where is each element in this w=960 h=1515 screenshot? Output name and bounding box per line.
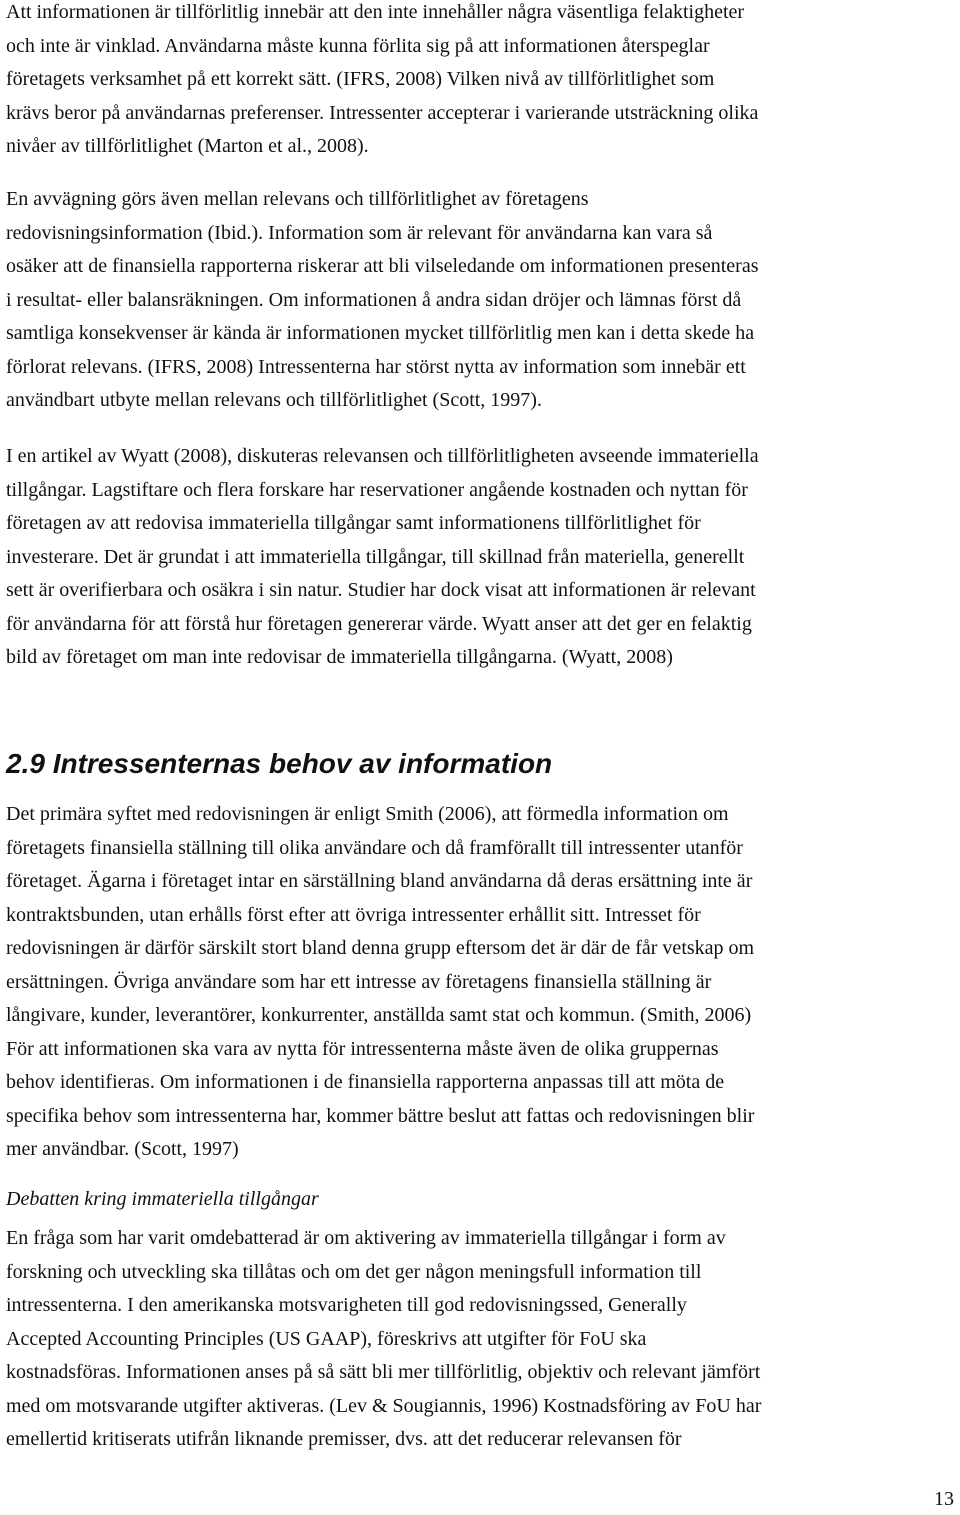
text-line: användbart utbyte mellan relevans och tillförlitlighet (Scott, 1997). bbox=[6, 389, 542, 411]
text-line: Att informationen är tillförlitlig innebär att den inte innehåller några väsentliga felaktigheter bbox=[6, 1, 745, 23]
text-line: och inte är vinklad. Användarna måste kunna förlita sig på att informationen återspeglar bbox=[6, 34, 710, 57]
section-heading: 2.9 Intressenternas behov av information bbox=[6, 748, 553, 779]
text-line: långivare, kunder, leverantörer, konkurrenter, anställda samt stat och kommun. (Smith, 2006) bbox=[6, 1004, 752, 1026]
subsection-heading: Debatten kring immateriella tillgångar bbox=[6, 1188, 319, 1210]
text-line: kostnadsföras. Informationen anses på så sätt bli mer tillförlitlig, objektiv och relevant jämfört bbox=[6, 1361, 761, 1383]
text-line: redovisningen är därför särskilt stort bland denna grupp eftersom det är där de får vetskap om bbox=[6, 937, 755, 959]
text-line: investerare. Det är grundat i att immateriella tillgångar, till skillnad från materiella, generellt bbox=[6, 545, 745, 568]
text-line: tillgångar. Lagstiftare och flera forskare har reservationer angående kostnaden och nyttan för bbox=[6, 478, 748, 501]
text-line: Accepted Accounting Principles (US GAAP), föreskrivs att utgifter för FoU ska bbox=[6, 1327, 647, 1350]
text-line: För att informationen ska vara av nytta för intressenterna måste även de olika gruppernas bbox=[6, 1037, 719, 1060]
text-line: kontraktsbunden, utan erhålls först efter att övriga intressenter erhållit sitt. Intresset för bbox=[6, 903, 701, 926]
text-line: krävs beror på användarnas preferenser. Intressenter accepterar i varierande utsträckning olika bbox=[6, 101, 759, 124]
text-line: förlorat relevans. (IFRS, 2008) Intressenterna har störst nytta av information som innebär ett bbox=[6, 355, 746, 378]
paragraph-stakeholder-needs bbox=[6, 798, 754, 1167]
text-line: redovisningsinformation (Ibid.). Information som är relevant för användarna kan vara så bbox=[6, 221, 713, 244]
text-line: nivåer av tillförlitlighet (Marton et al., 2008). bbox=[6, 135, 369, 157]
text-line: företagets finansiella ställning till olika användare och då framförallt till intressenter utanför bbox=[6, 836, 743, 859]
text-line: behov identifieras. Om informationen i de finansiella rapporterna anpassas till att möta de bbox=[6, 1071, 725, 1093]
text-line: emellertid kritiserats utifrån liknande premisser, dvs. att det reducerar relevansen för bbox=[6, 1428, 682, 1450]
text-line: företagets verksamhet på ett korrekt sätt. (IFRS, 2008) Vilken nivå av tillförlitlighet som bbox=[6, 68, 715, 90]
text-line: I en artikel av Wyatt (2008), diskuteras relevansen och tillförlitligheten avseende immateriella bbox=[6, 445, 759, 467]
text-line: intressenterna. I den amerikanska motsvarigheten till god redovisningssed, Generally bbox=[6, 1294, 687, 1316]
text-line: med om motsvarande utgifter aktiveras. (Lev & Sougiannis, 1996) Kostnadsföring av FoU har bbox=[6, 1394, 762, 1417]
text-line: ersättningen. Övriga användare som har ett intresse av företagens finansiella ställning är bbox=[6, 970, 712, 993]
paragraph-tradeoff bbox=[6, 183, 758, 418]
text-line: bild av företaget om man inte redovisar de immateriella tillgångarna. (Wyatt, 2008) bbox=[6, 646, 673, 668]
text-line: Det primära syftet med redovisningen är enligt Smith (2006), att förmedla information om bbox=[6, 803, 729, 825]
text-line: sett är overifierbara och osäkra i sin natur. Studier har dock visat att informationen är relevant bbox=[6, 579, 756, 601]
paragraph-reliability bbox=[6, 0, 758, 164]
paragraph-wyatt bbox=[6, 440, 759, 675]
text-line: mer användbar. (Scott, 1997) bbox=[6, 1138, 239, 1160]
text-line: specifika behov som intressenterna har, kommer bättre beslut att fattas och redovisningen blir bbox=[6, 1104, 755, 1127]
text-line: osäker att de finansiella rapporterna riskerar att bli vilseledande om informationen presenteras bbox=[6, 255, 759, 277]
page-number: 13 bbox=[934, 1488, 954, 1510]
text-line: i resultat- eller balansräkningen. Om informationen å andra sidan dröjer och lämnas först då bbox=[6, 288, 742, 311]
text-line: för användarna för att förstå hur företagen genererar värde. Wyatt anser att det ger en felaktig bbox=[6, 612, 752, 635]
text-line: En fråga som har varit omdebatterad är om aktivering av immateriella tillgångar i form av bbox=[6, 1227, 726, 1249]
text-line: forskning och utveckling ska tillåtas och om det ger någon meningsfull information till bbox=[6, 1260, 702, 1283]
text-line: samtliga konsekvenser är kända är informationen mycket tillförlitlig men kan i detta skede ha bbox=[6, 322, 755, 344]
text-line: En avvägning görs även mellan relevans och tillförlitlighet av företagens bbox=[6, 188, 589, 210]
text-line: företagen av att redovisa immateriella tillgångar samt informationens tillförlitlighet för bbox=[6, 512, 701, 534]
text-line: företaget. Ägarna i företaget intar en särställning bland användarna då deras ersättning inte är bbox=[6, 870, 753, 892]
paragraph-intangibles-debate bbox=[6, 1222, 761, 1457]
